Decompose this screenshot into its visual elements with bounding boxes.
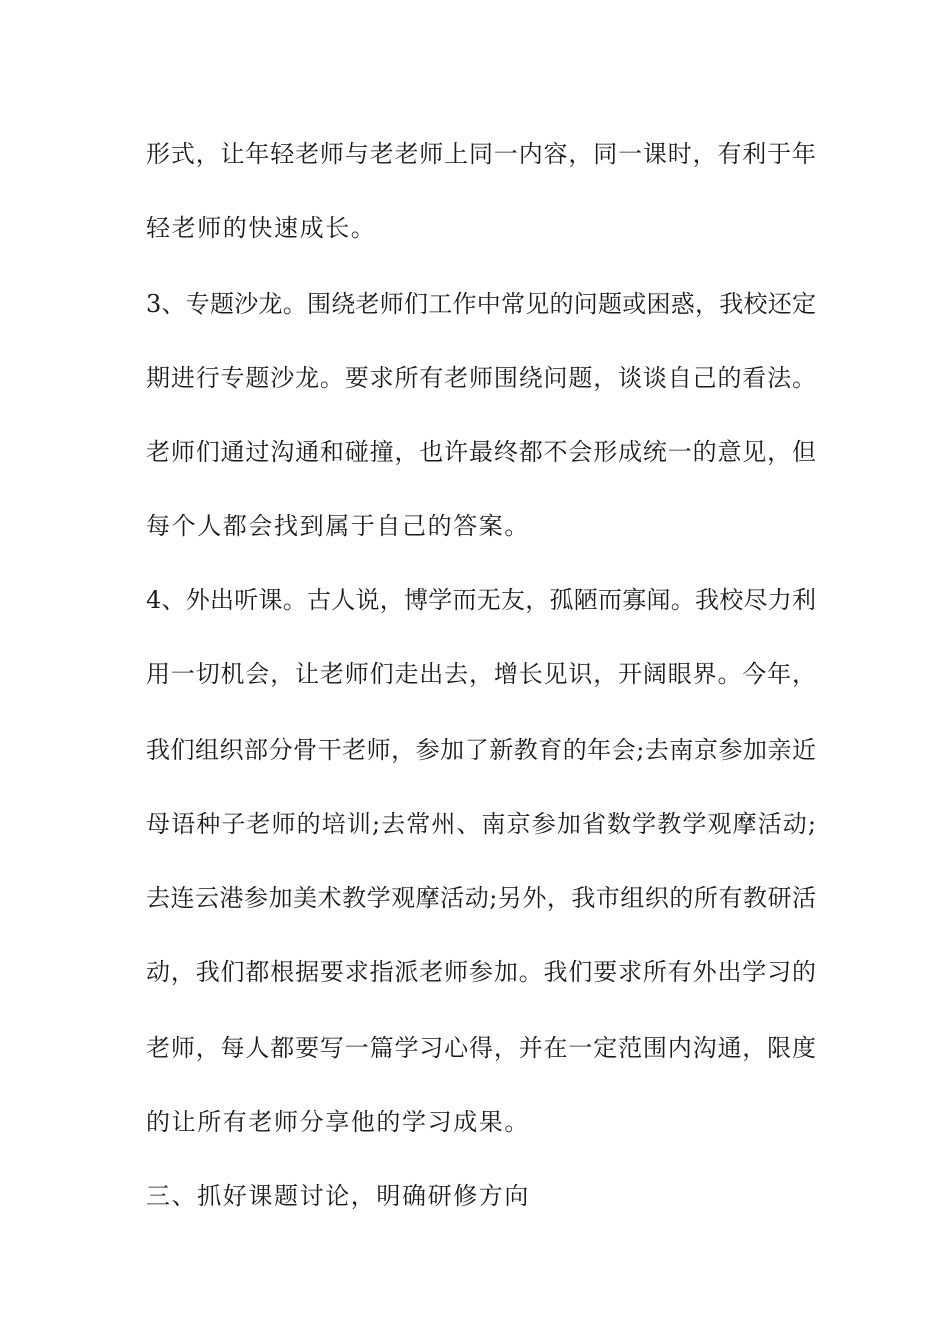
text-line: 去连云港参加美术教学观摩活动;另外，我市组织的所有教研活 (146, 884, 816, 912)
text-line: 4、外出听课。古人说，博学而无友，孤陋而寡闻。我校尽力利 (146, 586, 816, 614)
section-heading: 三、抓好课题讨论，明确研修方向 (146, 1182, 530, 1210)
text-line: 母语种子老师的培训;去常州、南京参加省数学教学观摩活动; (146, 810, 816, 838)
text-line: 动，我们都根据要求指派老师参加。我们要求所有外出学习的 (146, 958, 816, 986)
text-line: 用一切机会，让老师们走出去，增长见识，开阔眼界。今年， (146, 660, 816, 688)
text-line: 的让所有老师分享他的学习成果。 (146, 1108, 530, 1136)
text-line: 老师们通过沟通和碰撞，也许最终都不会形成统一的意见，但 (146, 438, 816, 466)
text-line: 我们组织部分骨干老师，参加了新教育的年会;去南京参加亲近 (146, 736, 816, 764)
text-line: 3、专题沙龙。围绕老师们工作中常见的问题或困惑，我校还定 (146, 290, 816, 318)
text-line: 轻老师的快速成长。 (146, 214, 377, 242)
text-line: 形式，让年轻老师与老老师上同一内容，同一课时，有利于年 (146, 140, 816, 168)
text-line: 老师，每人都要写一篇学习心得，并在一定范围内沟通，限度 (146, 1034, 816, 1062)
text-line: 期进行专题沙龙。要求所有老师围绕问题，谈谈自己的看法。 (146, 364, 816, 392)
text-line: 每个人都会找到属于自己的答案。 (146, 512, 530, 540)
